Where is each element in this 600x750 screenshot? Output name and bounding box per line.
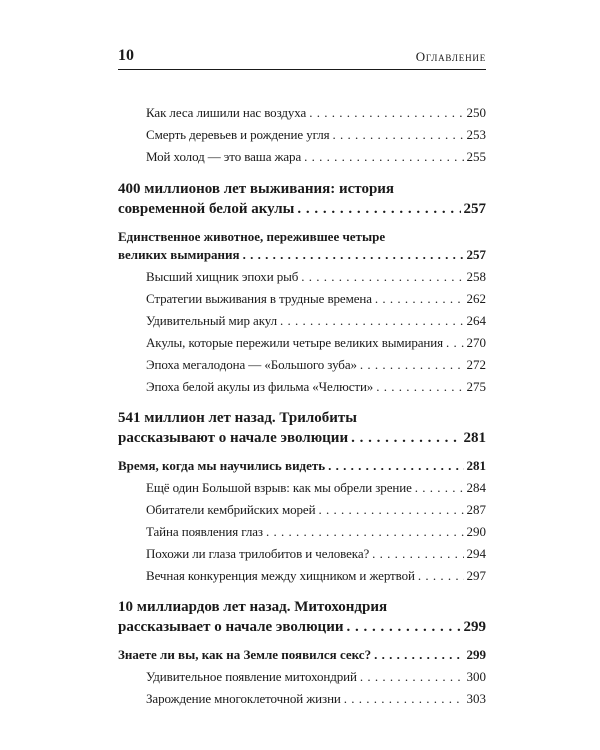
dot-leader bbox=[332, 127, 463, 143]
dot-leader bbox=[328, 458, 463, 474]
toc-entry-page: 258 bbox=[466, 269, 486, 284]
chapter-title-line bbox=[118, 410, 357, 427]
toc-entry-page: 253 bbox=[466, 127, 486, 142]
dot-leader bbox=[372, 546, 463, 562]
toc-entry-title: Вечная конкуренция между хищником и жертвой bbox=[146, 568, 415, 583]
toc-entry-title: Смерть деревьев и рождение угля bbox=[146, 127, 330, 142]
chapter-title-text: рассказывают о начале эволюции bbox=[118, 430, 349, 446]
toc-entry-title: Зарождение многоклеточной жизни bbox=[146, 691, 341, 706]
dot-leader bbox=[351, 430, 460, 447]
toc-entry-page: 255 bbox=[466, 149, 486, 164]
toc-entry-page: 290 bbox=[466, 524, 486, 539]
dot-leader bbox=[301, 269, 463, 285]
running-title: Оглавление bbox=[415, 49, 486, 64]
toc-entry bbox=[146, 149, 486, 165]
toc-entry bbox=[146, 568, 486, 584]
toc-entry bbox=[146, 480, 486, 496]
toc-entry bbox=[146, 502, 486, 518]
toc-entry-title: Мой холод — это ваша жара bbox=[146, 149, 302, 164]
toc-entry bbox=[146, 669, 486, 685]
chapter-entry bbox=[118, 430, 486, 447]
chapter-entry bbox=[118, 201, 486, 218]
section-entry bbox=[118, 458, 486, 474]
toc-entry bbox=[146, 357, 486, 373]
toc-entry-page: 294 bbox=[466, 546, 486, 561]
dot-leader bbox=[243, 247, 464, 263]
header-rule bbox=[118, 69, 486, 70]
dot-leader bbox=[297, 201, 460, 218]
toc-entry-page: 284 bbox=[466, 480, 486, 495]
toc-entry-title: Похожи ли глаза трилобитов и человека? bbox=[146, 546, 370, 561]
dot-leader bbox=[346, 619, 460, 636]
toc-entry bbox=[146, 379, 486, 395]
running-header bbox=[118, 47, 486, 67]
toc-entry-title: Высший хищник эпохи рыб bbox=[146, 269, 299, 284]
toc-entry-page: 262 bbox=[466, 291, 486, 306]
chapter-title-text: современной белой акулы bbox=[118, 201, 295, 217]
chapter-title-text: 10 миллиардов лет назад. Митохондрия bbox=[118, 599, 388, 615]
section-title-line bbox=[118, 229, 385, 245]
dot-leader bbox=[446, 335, 463, 351]
dot-leader bbox=[280, 313, 464, 329]
toc-entry bbox=[146, 269, 486, 285]
chapter-title-text: рассказывает о начале эволюции bbox=[118, 619, 344, 635]
dot-leader bbox=[360, 669, 464, 685]
toc-entry-title: Эпоха мегалодона — «Большого зуба» bbox=[146, 357, 357, 372]
dot-leader bbox=[415, 480, 464, 496]
toc-entry bbox=[146, 313, 486, 329]
chapter-title-line bbox=[118, 181, 394, 198]
toc-entry-page: 300 bbox=[466, 669, 486, 684]
dot-leader bbox=[376, 379, 463, 395]
chapter-page: 299 bbox=[463, 619, 486, 635]
toc-entry-title: Обитатели кембрийских морей bbox=[146, 502, 316, 517]
toc-entry-page: 250 bbox=[466, 105, 486, 120]
section-entry bbox=[118, 647, 486, 663]
section-page: 281 bbox=[466, 458, 486, 473]
dot-leader bbox=[418, 568, 464, 584]
toc-entry-title: Ещё один Большой взрыв: как мы обрели зрение bbox=[146, 480, 412, 495]
chapter-title-text: 400 миллионов лет выживания: история bbox=[118, 181, 395, 197]
toc-entry-title: Удивительное появление митохондрий bbox=[146, 669, 357, 684]
toc-entry-title: Эпоха белой акулы из фильма «Челюсти» bbox=[146, 379, 374, 394]
toc-entry-title: Акулы, которые пережили четыре великих вымирания bbox=[146, 335, 444, 350]
dot-leader bbox=[360, 357, 464, 373]
toc-entry-page: 287 bbox=[466, 502, 486, 517]
chapter-title-text: 541 миллион лет назад. Трилобиты bbox=[118, 410, 357, 426]
toc-entry bbox=[146, 291, 486, 307]
toc-entry-page: 297 bbox=[466, 568, 486, 583]
toc-entry-page: 303 bbox=[466, 691, 486, 706]
toc-entry bbox=[146, 127, 486, 143]
section-title-text: Время, когда мы научились видеть bbox=[118, 458, 326, 473]
chapter-entry bbox=[118, 619, 486, 636]
dot-leader bbox=[344, 691, 464, 707]
section-entry bbox=[118, 247, 486, 263]
toc-entry-page: 272 bbox=[466, 357, 486, 372]
section-page: 257 bbox=[466, 247, 486, 262]
toc-entry-title: Удивительный мир акул bbox=[146, 313, 277, 328]
toc-entry-page: 270 bbox=[466, 335, 486, 350]
section-title-text: Знаете ли вы, как на Земле появился секс? bbox=[118, 647, 372, 662]
toc-entry bbox=[146, 105, 486, 121]
toc-entry-title: Тайна появления глаз bbox=[146, 524, 263, 539]
section-page: 299 bbox=[466, 647, 486, 662]
dot-leader bbox=[304, 149, 463, 165]
toc-entry-title: Как леса лишили нас воздуха bbox=[146, 105, 307, 120]
toc-entry-page: 275 bbox=[466, 379, 486, 394]
page-number: 10 bbox=[118, 47, 134, 64]
toc-entry-page: 264 bbox=[466, 313, 486, 328]
toc-entry bbox=[146, 524, 486, 540]
toc-entry-title: Стратегии выживания в трудные времена bbox=[146, 291, 372, 306]
toc-entry bbox=[146, 335, 486, 351]
chapter-page: 281 bbox=[463, 430, 486, 446]
section-title-text: Единственное животное, пережившее четыре bbox=[118, 229, 386, 244]
chapter-page: 257 bbox=[463, 201, 486, 217]
dot-leader bbox=[266, 524, 464, 540]
toc-entry bbox=[146, 691, 486, 707]
dot-leader bbox=[318, 502, 463, 518]
section-title-text: великих вымирания bbox=[118, 247, 240, 262]
dot-leader bbox=[309, 105, 463, 121]
toc-entry bbox=[146, 546, 486, 562]
chapter-title-line bbox=[118, 599, 387, 616]
dot-leader bbox=[374, 647, 463, 663]
dot-leader bbox=[375, 291, 464, 307]
